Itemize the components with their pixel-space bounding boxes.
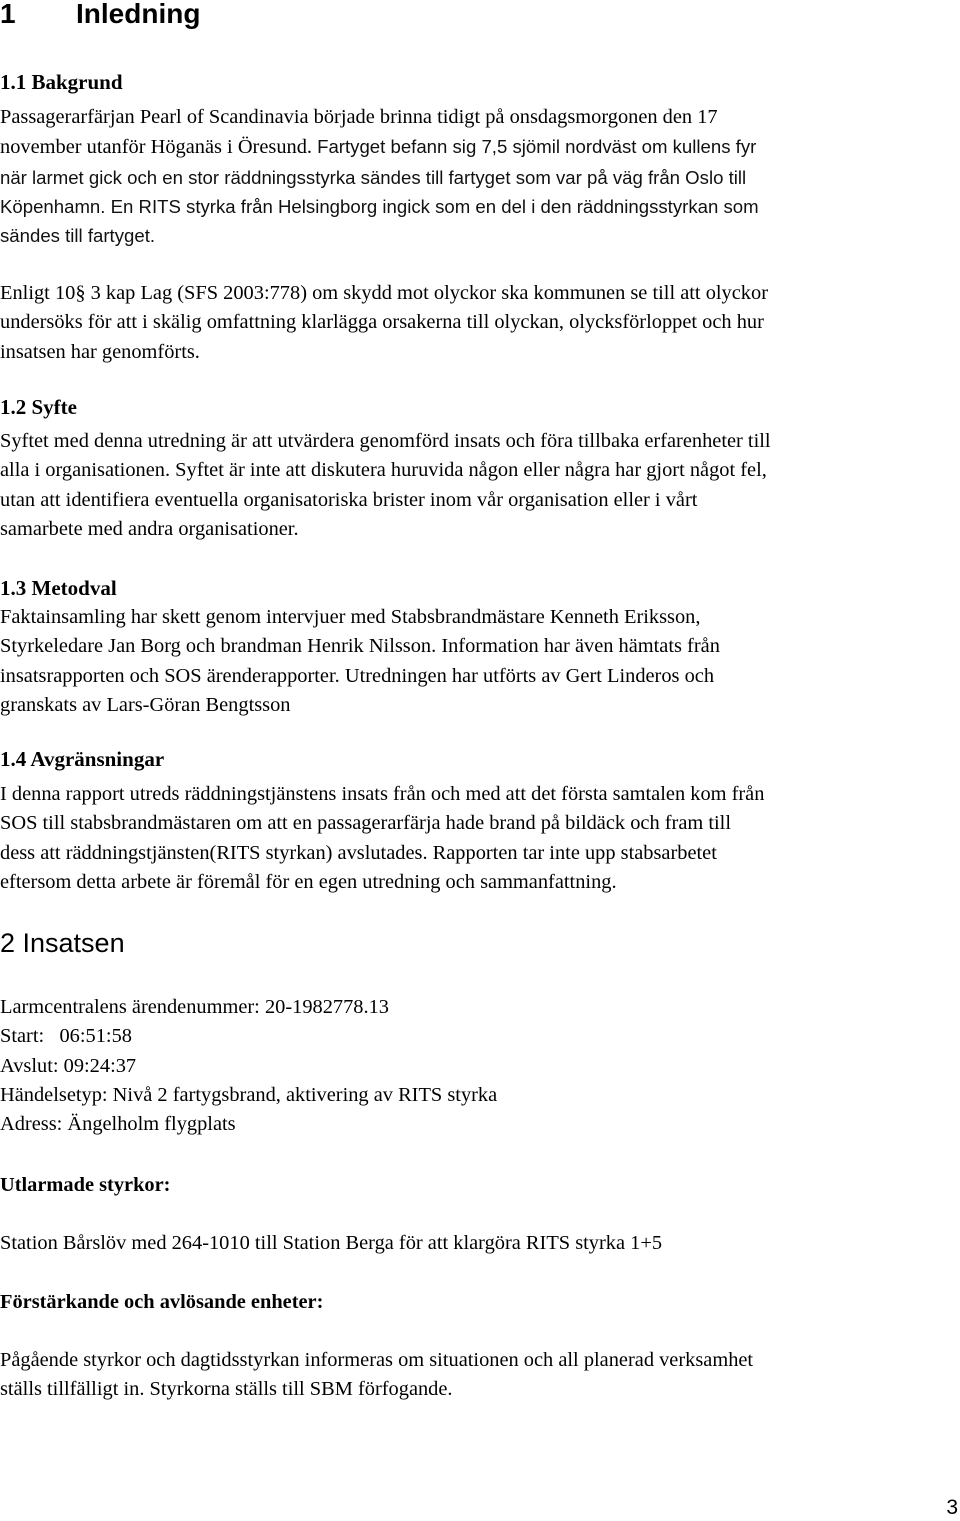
text-line: Styrkeledare Jan Borg och brandman Henrik Nilsson. Information har även hämtats från bbox=[0, 635, 720, 658]
section-2-heading: 2 Insatsen bbox=[0, 928, 125, 958]
text-line: Adress: Ängelholm flygplats bbox=[0, 1113, 236, 1136]
text-fragment: november utanför Höganäs i Öresund. bbox=[0, 136, 318, 159]
forstarkande-heading bbox=[0, 1288, 323, 1317]
metodval-paragraph bbox=[0, 603, 720, 720]
metodval-heading: 1.3 Metodval bbox=[0, 576, 117, 600]
text-line: Händelsetyp: Nivå 2 fartygsbrand, aktivering av RITS styrka bbox=[0, 1083, 498, 1106]
insats-info bbox=[0, 993, 497, 1139]
syfte-heading: 1.2 Syfte bbox=[0, 395, 77, 419]
text-fragment: Köpenhamn. bbox=[0, 195, 111, 217]
text-line: eftersom detta arbete är föremål för en egen utredning och sammanfattning. bbox=[0, 870, 617, 893]
text-line: samarbete med andra organisationer. bbox=[0, 517, 299, 540]
text-line: I denna rapport utreds räddningstjänstens insats från och med att det första samtalen kom från bbox=[0, 783, 765, 805]
text-fragment: Fartyget befann sig 7,5 sjömil nordväst om kullens fyr bbox=[317, 136, 757, 158]
text-line: Passagerarfärjan Pearl of Scandinavia började brinna tidigt på onsdagsmorgonen den 17 bbox=[0, 106, 718, 128]
text-line: Enligt 10§ 3 kap Lag (SFS 2003:778) om skydd mot olyckor ska kommunen se till att olyckor bbox=[0, 282, 768, 304]
text-line: undersöks för att i skälig omfattning klarlägga orsakerna till olyckan, olycksförloppet och hur bbox=[0, 311, 764, 334]
page-number: 3 bbox=[946, 1496, 958, 1519]
text-line: sändes till fartyget. bbox=[0, 225, 156, 247]
bakgrund-heading: 1.1 Bakgrund bbox=[0, 70, 123, 94]
text-line: SOS till stabsbrandmästaren om att en passagerarfärja hade brand på bildäck och fram till bbox=[0, 812, 731, 835]
utlarmade-text bbox=[0, 1229, 662, 1258]
text-line: Syftet med denna utredning är att utvärdera genomförd insats och föra tillbaka erfarenheter till bbox=[0, 430, 771, 452]
text-line: alla i organisationen. Syftet är inte att diskutera huruvida någon eller några har gjort något fel, bbox=[0, 459, 767, 482]
section-1-heading bbox=[0, 0, 200, 28]
text-line bbox=[0, 192, 759, 221]
text-line: dess att räddningstjänsten(RITS styrkan) avslutades. Rapporten tar inte upp stabsarbetet bbox=[0, 841, 717, 864]
bakgrund-paragraph bbox=[0, 103, 759, 250]
text-line: Larmcentralens ärendenummer: 20-1982778.13 bbox=[0, 996, 389, 1018]
text-line: insatsen har genomförts. bbox=[0, 340, 200, 363]
lag-paragraph bbox=[0, 279, 768, 367]
text-line: granskats av Lars-Göran Bengtsson bbox=[0, 693, 291, 716]
avgransningar-paragraph bbox=[0, 780, 764, 897]
text-line: Förstärkande och avlösande enheter: bbox=[0, 1291, 324, 1313]
section-number: 1 bbox=[0, 0, 16, 29]
text-fragment: En RITS styrka från Helsingborg ingick som en del i den räddningsstyrkan som bbox=[110, 195, 759, 217]
text-line: utan att identifiera eventuella organisatoriska brister inom vår organisation eller i vårt bbox=[0, 488, 698, 511]
section-title: Inledning bbox=[76, 0, 201, 29]
text-line: Faktainsamling har skett genom intervjuer med Stabsbrandmästare Kenneth Eriksson, bbox=[0, 606, 701, 628]
text-line: Pågående styrkor och dagtidsstyrkan informeras om situationen och all planerad verksamhet bbox=[0, 1349, 754, 1371]
forstarkande-paragraph bbox=[0, 1346, 753, 1405]
text-line: Station Bårslöv med 264-1010 till Station Berga för att klargöra RITS styrka 1+5 bbox=[0, 1232, 663, 1254]
text-line: Avslut: 09:24:37 bbox=[0, 1054, 137, 1077]
text-line: Start: 06:51:58 bbox=[0, 1025, 132, 1048]
text-line: insatsrapporten och SOS ärenderapporter. Utredningen har utförts av Gert Linderos och bbox=[0, 664, 715, 687]
text-line: när larmet gick och en stor räddningsstyrka sändes till fartyget som var på väg från Oslo till bbox=[0, 166, 747, 188]
utlarmade-heading bbox=[0, 1171, 170, 1200]
avgransningar-heading: 1.4 Avgränsningar bbox=[0, 747, 165, 771]
text-line: ställs tillfälligt in. Styrkorna ställs till SBM förfogande. bbox=[0, 1378, 453, 1401]
text-line bbox=[0, 132, 759, 162]
syfte-paragraph bbox=[0, 427, 771, 544]
text-line: Utlarmade styrkor: bbox=[0, 1174, 171, 1196]
